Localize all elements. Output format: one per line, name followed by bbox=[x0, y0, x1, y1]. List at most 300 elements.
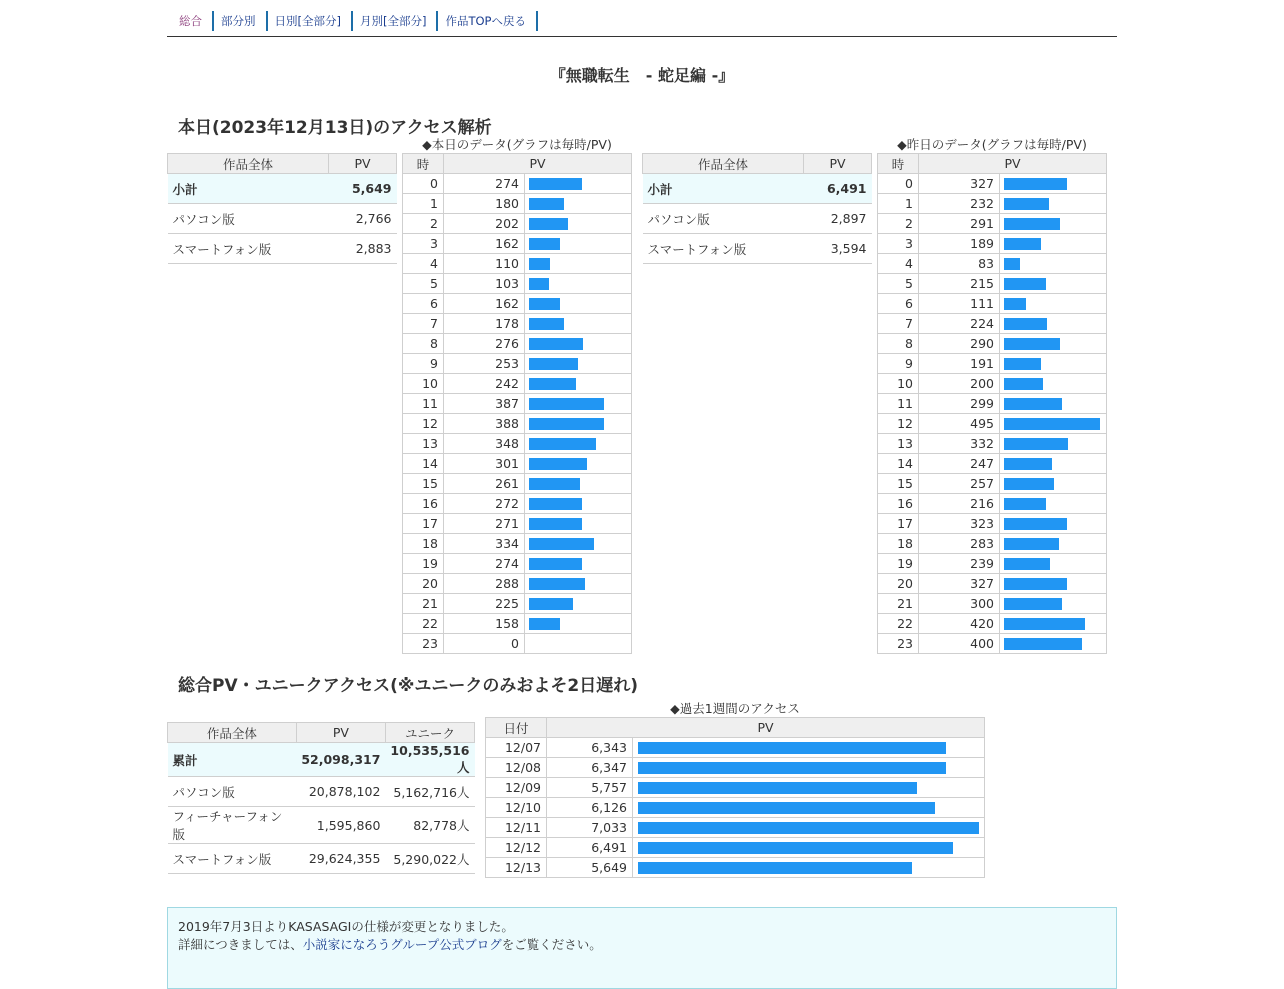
hour-cell: 23 bbox=[403, 634, 444, 654]
nav-overall[interactable]: 総合 bbox=[173, 11, 214, 31]
pv-bar bbox=[529, 478, 580, 490]
summary-row bbox=[643, 234, 872, 264]
hourly-row bbox=[403, 514, 632, 534]
pv-bar bbox=[529, 298, 560, 310]
hour-cell: 8 bbox=[403, 334, 444, 354]
hourly-row bbox=[878, 374, 1107, 394]
pv-bar bbox=[529, 178, 582, 190]
hour-cell: 1 bbox=[403, 194, 444, 214]
pv-bar bbox=[529, 398, 604, 410]
bar-cell bbox=[633, 858, 985, 878]
hourly-row bbox=[403, 614, 632, 634]
pv-bar bbox=[1004, 598, 1062, 610]
pv-bar bbox=[1004, 558, 1050, 570]
top-nav bbox=[167, 0, 1117, 37]
total-row bbox=[168, 777, 475, 807]
total-table bbox=[167, 722, 475, 874]
bar-cell bbox=[525, 314, 632, 334]
hourly-row bbox=[878, 614, 1107, 634]
notice-line-2 bbox=[178, 936, 1106, 954]
bar-cell bbox=[525, 274, 632, 294]
total-row bbox=[168, 743, 475, 777]
summary-header-pv: PV bbox=[329, 154, 397, 174]
hourly-row bbox=[878, 314, 1107, 334]
hour-cell: 6 bbox=[403, 294, 444, 314]
summary-header-work: 作品全体 bbox=[643, 154, 804, 174]
pv-cell: 232 bbox=[919, 194, 1000, 214]
bar-cell bbox=[525, 334, 632, 354]
pv-bar bbox=[1004, 178, 1067, 190]
summary-label: 小計 bbox=[643, 174, 804, 204]
weekly-pv: 5,649 bbox=[547, 858, 633, 878]
notice-text-post: をご覧ください。 bbox=[501, 937, 602, 952]
bar-cell bbox=[1000, 174, 1107, 194]
pv-cell: 299 bbox=[919, 394, 1000, 414]
hourly-row bbox=[878, 494, 1107, 514]
pv-bar bbox=[1004, 318, 1047, 330]
bar-cell bbox=[1000, 594, 1107, 614]
hour-cell: 15 bbox=[878, 474, 919, 494]
summary-value: 2,766 bbox=[329, 204, 397, 234]
weekly-row bbox=[486, 758, 985, 778]
bar-cell bbox=[633, 758, 985, 778]
nav-by-part[interactable]: 部分別 bbox=[214, 11, 268, 31]
total-row bbox=[168, 844, 475, 874]
hourly-row bbox=[878, 454, 1107, 474]
hour-cell: 13 bbox=[878, 434, 919, 454]
hourly-row bbox=[878, 594, 1107, 614]
bar-cell bbox=[1000, 474, 1107, 494]
summary-value: 3,594 bbox=[804, 234, 872, 264]
weekly-row bbox=[486, 738, 985, 758]
pv-cell: 178 bbox=[444, 314, 525, 334]
pv-cell: 162 bbox=[444, 234, 525, 254]
hour-cell: 22 bbox=[403, 614, 444, 634]
pv-bar bbox=[529, 518, 582, 530]
hourly-row bbox=[878, 434, 1107, 454]
hourly-row bbox=[878, 534, 1107, 554]
hourly-row bbox=[878, 234, 1107, 254]
pv-cell: 387 bbox=[444, 394, 525, 414]
weekly-row bbox=[486, 838, 985, 858]
hourly-row bbox=[403, 374, 632, 394]
weekly-row bbox=[486, 778, 985, 798]
hour-cell: 12 bbox=[403, 414, 444, 434]
bar-cell bbox=[525, 394, 632, 414]
pv-cell: 274 bbox=[444, 554, 525, 574]
total-unique: 82,778人 bbox=[385, 807, 474, 844]
hourly-row bbox=[403, 234, 632, 254]
pv-cell: 276 bbox=[444, 334, 525, 354]
page bbox=[167, 0, 1117, 891]
hourly-header-hour: 時 bbox=[403, 154, 444, 174]
total-label: パソコン版 bbox=[168, 777, 297, 807]
hourly-row bbox=[403, 254, 632, 274]
pv-bar bbox=[1004, 238, 1041, 250]
bar-cell bbox=[525, 194, 632, 214]
hour-cell: 21 bbox=[403, 594, 444, 614]
pv-bar bbox=[1004, 518, 1067, 530]
pv-bar bbox=[1004, 418, 1100, 430]
work-title: 『無職転生 - 蛇足編 -』 bbox=[549, 66, 735, 85]
pv-bar bbox=[1004, 378, 1043, 390]
hourly-row bbox=[403, 194, 632, 214]
total-header-work: 作品全体 bbox=[168, 723, 297, 743]
pv-cell: 274 bbox=[444, 174, 525, 194]
hour-cell: 19 bbox=[878, 554, 919, 574]
hourly-row bbox=[878, 394, 1107, 414]
bar-cell bbox=[633, 738, 985, 758]
bar-cell bbox=[1000, 354, 1107, 374]
pv-bar bbox=[1004, 298, 1026, 310]
bar-cell bbox=[633, 798, 985, 818]
hour-cell: 20 bbox=[403, 574, 444, 594]
hour-cell: 1 bbox=[878, 194, 919, 214]
hourly-row bbox=[878, 414, 1107, 434]
weekly-header-pv: PV bbox=[547, 718, 985, 738]
pv-cell: 111 bbox=[919, 294, 1000, 314]
pv-bar bbox=[529, 358, 578, 370]
hour-cell: 11 bbox=[878, 394, 919, 414]
hour-cell: 2 bbox=[403, 214, 444, 234]
total-label: スマートフォン版 bbox=[168, 844, 297, 874]
bar-cell bbox=[1000, 234, 1107, 254]
notice-line-1: 2019年7月3日よりKASASAGIの仕様が変更となりました。 bbox=[178, 919, 514, 934]
hourly-row bbox=[878, 274, 1107, 294]
pv-cell: 272 bbox=[444, 494, 525, 514]
hour-cell: 3 bbox=[878, 234, 919, 254]
weekly-row bbox=[486, 858, 985, 878]
summary-row bbox=[643, 174, 872, 204]
pv-bar bbox=[1004, 638, 1082, 650]
summary-label: スマートフォン版 bbox=[643, 234, 804, 264]
hour-cell: 17 bbox=[878, 514, 919, 534]
summary-label: スマートフォン版 bbox=[168, 234, 329, 264]
bar-cell bbox=[525, 594, 632, 614]
pv-bar bbox=[529, 338, 583, 350]
pv-bar bbox=[638, 762, 946, 774]
hour-cell: 18 bbox=[878, 534, 919, 554]
hourly-row bbox=[403, 474, 632, 494]
pv-cell: 400 bbox=[919, 634, 1000, 654]
pv-cell: 189 bbox=[919, 234, 1000, 254]
pv-bar bbox=[1004, 198, 1049, 210]
bar-cell bbox=[1000, 514, 1107, 534]
weekly-date: 12/10 bbox=[486, 798, 547, 818]
pv-cell: 327 bbox=[919, 174, 1000, 194]
pv-bar bbox=[1004, 438, 1068, 450]
today-caption: ◆本日のデータ(グラフは毎時/PV) bbox=[422, 137, 612, 152]
hour-cell: 14 bbox=[403, 454, 444, 474]
pv-bar bbox=[529, 558, 582, 570]
pv-cell: 257 bbox=[919, 474, 1000, 494]
summary-row bbox=[168, 174, 397, 204]
total-unique: 10,535,516人 bbox=[385, 743, 474, 777]
weekly-date: 12/07 bbox=[486, 738, 547, 758]
pv-bar bbox=[529, 538, 594, 550]
yesterday-summary-table bbox=[642, 153, 872, 264]
pv-bar bbox=[1004, 358, 1041, 370]
bar-cell bbox=[1000, 454, 1107, 474]
notice-blog-link[interactable]: 小説家になろうグループ公式ブログ bbox=[302, 937, 502, 952]
hourly-row bbox=[403, 594, 632, 614]
summary-label: パソコン版 bbox=[168, 204, 329, 234]
total-header-unique: ユニーク bbox=[385, 723, 474, 743]
hourly-row bbox=[403, 274, 632, 294]
pv-bar bbox=[1004, 258, 1020, 270]
pv-bar bbox=[529, 498, 582, 510]
hourly-header-pv: PV bbox=[919, 154, 1107, 174]
weekly-date: 12/13 bbox=[486, 858, 547, 878]
pv-bar bbox=[1004, 218, 1060, 230]
yesterday-caption: ◆昨日のデータ(グラフは毎時/PV) bbox=[897, 137, 1087, 152]
bar-cell bbox=[1000, 614, 1107, 634]
pv-cell: 247 bbox=[919, 454, 1000, 474]
hourly-row bbox=[403, 174, 632, 194]
total-grid bbox=[167, 701, 1117, 891]
today-section-title: 本日(2023年12月13日)のアクセス解析 bbox=[178, 118, 492, 138]
bar-cell bbox=[633, 778, 985, 798]
pv-bar bbox=[1004, 538, 1059, 550]
hourly-row bbox=[878, 354, 1107, 374]
pv-bar bbox=[529, 198, 564, 210]
hourly-row bbox=[878, 634, 1107, 654]
hourly-header-hour: 時 bbox=[878, 154, 919, 174]
weekly-date: 12/08 bbox=[486, 758, 547, 778]
hour-cell: 12 bbox=[878, 414, 919, 434]
bar-cell bbox=[525, 374, 632, 394]
weekly-pv: 6,126 bbox=[547, 798, 633, 818]
hour-cell: 21 bbox=[878, 594, 919, 614]
pv-cell: 291 bbox=[919, 214, 1000, 234]
pv-cell: 271 bbox=[444, 514, 525, 534]
hour-cell: 7 bbox=[878, 314, 919, 334]
bar-cell bbox=[525, 634, 632, 654]
nav-monthly[interactable]: 月別[全部分] bbox=[353, 11, 438, 31]
weekly-date: 12/09 bbox=[486, 778, 547, 798]
weekly-header-date: 日付 bbox=[486, 718, 547, 738]
bar-cell bbox=[1000, 494, 1107, 514]
pv-cell: 216 bbox=[919, 494, 1000, 514]
pv-cell: 0 bbox=[444, 634, 525, 654]
weekly-pv: 6,343 bbox=[547, 738, 633, 758]
bar-cell bbox=[1000, 434, 1107, 454]
total-header-pv: PV bbox=[296, 723, 385, 743]
hourly-row bbox=[878, 194, 1107, 214]
summary-value: 6,491 bbox=[804, 174, 872, 204]
nav-daily[interactable]: 日別[全部分] bbox=[268, 11, 353, 31]
bar-cell bbox=[1000, 634, 1107, 654]
bar-cell bbox=[525, 354, 632, 374]
hour-cell: 15 bbox=[403, 474, 444, 494]
hourly-row bbox=[878, 554, 1107, 574]
pv-bar bbox=[638, 802, 935, 814]
bar-cell bbox=[525, 414, 632, 434]
hourly-row bbox=[878, 474, 1107, 494]
bar-cell bbox=[1000, 574, 1107, 594]
summary-header-work: 作品全体 bbox=[168, 154, 329, 174]
pv-cell: 202 bbox=[444, 214, 525, 234]
pv-cell: 261 bbox=[444, 474, 525, 494]
today-summary-table bbox=[167, 153, 397, 264]
today-hourly-table bbox=[402, 153, 632, 654]
weekly-caption: ◆過去1週間のアクセス bbox=[670, 701, 800, 716]
hour-cell: 2 bbox=[878, 214, 919, 234]
pv-cell: 327 bbox=[919, 574, 1000, 594]
pv-cell: 103 bbox=[444, 274, 525, 294]
summary-header-pv: PV bbox=[804, 154, 872, 174]
total-label: フィーチャーフォン版 bbox=[168, 807, 297, 844]
pv-bar bbox=[529, 438, 596, 450]
hourly-row bbox=[403, 574, 632, 594]
pv-cell: 388 bbox=[444, 414, 525, 434]
hourly-row bbox=[403, 554, 632, 574]
hourly-row bbox=[878, 254, 1107, 274]
hour-cell: 16 bbox=[403, 494, 444, 514]
summary-value: 2,897 bbox=[804, 204, 872, 234]
hour-cell: 0 bbox=[878, 174, 919, 194]
pv-bar bbox=[1004, 578, 1067, 590]
pv-cell: 225 bbox=[444, 594, 525, 614]
hour-cell: 7 bbox=[403, 314, 444, 334]
hourly-row bbox=[878, 334, 1107, 354]
pv-bar bbox=[529, 378, 576, 390]
hour-cell: 5 bbox=[403, 274, 444, 294]
hour-cell: 10 bbox=[878, 374, 919, 394]
hourly-row bbox=[878, 514, 1107, 534]
hourly-row bbox=[403, 634, 632, 654]
hour-cell: 16 bbox=[878, 494, 919, 514]
bar-cell bbox=[525, 174, 632, 194]
bar-cell bbox=[525, 494, 632, 514]
bar-cell bbox=[525, 514, 632, 534]
hourly-row bbox=[403, 334, 632, 354]
weekly-pv: 7,033 bbox=[547, 818, 633, 838]
bar-cell bbox=[1000, 274, 1107, 294]
pv-cell: 83 bbox=[919, 254, 1000, 274]
pv-bar bbox=[529, 618, 560, 630]
pv-bar bbox=[1004, 498, 1046, 510]
hour-cell: 3 bbox=[403, 234, 444, 254]
total-unique: 5,290,022人 bbox=[385, 844, 474, 874]
bar-cell bbox=[1000, 414, 1107, 434]
hourly-row bbox=[403, 294, 632, 314]
weekly-pv: 5,757 bbox=[547, 778, 633, 798]
hour-cell: 5 bbox=[878, 274, 919, 294]
total-section-title: 総合PV・ユニークアクセス(※ユニークのみおよそ2日遅れ) bbox=[178, 676, 638, 696]
summary-row bbox=[168, 204, 397, 234]
hour-cell: 0 bbox=[403, 174, 444, 194]
pv-bar bbox=[638, 822, 979, 834]
pv-bar bbox=[638, 842, 953, 854]
total-pv: 52,098,317 bbox=[296, 743, 385, 777]
hour-cell: 11 bbox=[403, 394, 444, 414]
bar-cell bbox=[525, 454, 632, 474]
nav-work-top[interactable]: 作品TOPへ戻る bbox=[438, 11, 538, 31]
pv-cell: 158 bbox=[444, 614, 525, 634]
hourly-row bbox=[403, 534, 632, 554]
pv-bar bbox=[529, 458, 587, 470]
hour-cell: 13 bbox=[403, 434, 444, 454]
pv-bar bbox=[529, 218, 568, 230]
hour-cell: 19 bbox=[403, 554, 444, 574]
weekly-pv: 6,491 bbox=[547, 838, 633, 858]
pv-bar bbox=[529, 318, 564, 330]
bar-cell bbox=[1000, 394, 1107, 414]
hourly-row bbox=[403, 314, 632, 334]
bar-cell bbox=[525, 474, 632, 494]
pv-cell: 200 bbox=[919, 374, 1000, 394]
bar-cell bbox=[1000, 194, 1107, 214]
pv-cell: 224 bbox=[919, 314, 1000, 334]
pv-cell: 110 bbox=[444, 254, 525, 274]
weekly-table bbox=[485, 717, 985, 878]
bar-cell bbox=[1000, 334, 1107, 354]
total-unique: 5,162,716人 bbox=[385, 777, 474, 807]
weekly-date: 12/11 bbox=[486, 818, 547, 838]
hour-cell: 18 bbox=[403, 534, 444, 554]
pv-cell: 162 bbox=[444, 294, 525, 314]
total-pv: 20,878,102 bbox=[296, 777, 385, 807]
pv-bar bbox=[1004, 618, 1085, 630]
bar-cell bbox=[525, 554, 632, 574]
bar-cell bbox=[525, 234, 632, 254]
notice-box bbox=[167, 907, 1117, 989]
pv-cell: 283 bbox=[919, 534, 1000, 554]
hourly-row bbox=[403, 434, 632, 454]
daily-grid bbox=[167, 137, 1117, 667]
hourly-row bbox=[403, 414, 632, 434]
weekly-row bbox=[486, 798, 985, 818]
pv-cell: 239 bbox=[919, 554, 1000, 574]
summary-row bbox=[643, 204, 872, 234]
hour-cell: 14 bbox=[878, 454, 919, 474]
hourly-row bbox=[878, 574, 1107, 594]
summary-label: パソコン版 bbox=[643, 204, 804, 234]
hourly-row bbox=[403, 454, 632, 474]
hour-cell: 20 bbox=[878, 574, 919, 594]
hour-cell: 4 bbox=[878, 254, 919, 274]
hourly-row bbox=[403, 214, 632, 234]
pv-bar bbox=[1004, 458, 1052, 470]
pv-cell: 334 bbox=[444, 534, 525, 554]
pv-bar bbox=[1004, 478, 1054, 490]
total-label: 累計 bbox=[168, 743, 297, 777]
bar-cell bbox=[1000, 534, 1107, 554]
hour-cell: 6 bbox=[878, 294, 919, 314]
summary-row bbox=[168, 234, 397, 264]
pv-bar bbox=[529, 418, 604, 430]
pv-bar bbox=[638, 742, 946, 754]
weekly-row bbox=[486, 818, 985, 838]
pv-cell: 332 bbox=[919, 434, 1000, 454]
hourly-header-pv: PV bbox=[444, 154, 632, 174]
bar-cell bbox=[525, 214, 632, 234]
bar-cell bbox=[525, 614, 632, 634]
bar-cell bbox=[1000, 294, 1107, 314]
pv-bar bbox=[529, 278, 549, 290]
pv-bar bbox=[638, 862, 912, 874]
pv-cell: 288 bbox=[444, 574, 525, 594]
hour-cell: 8 bbox=[878, 334, 919, 354]
hour-cell: 22 bbox=[878, 614, 919, 634]
bar-cell bbox=[1000, 214, 1107, 234]
pv-cell: 323 bbox=[919, 514, 1000, 534]
hour-cell: 4 bbox=[403, 254, 444, 274]
notice-text-pre: 詳細につきましては、 bbox=[178, 937, 303, 952]
hourly-row bbox=[403, 494, 632, 514]
pv-cell: 348 bbox=[444, 434, 525, 454]
